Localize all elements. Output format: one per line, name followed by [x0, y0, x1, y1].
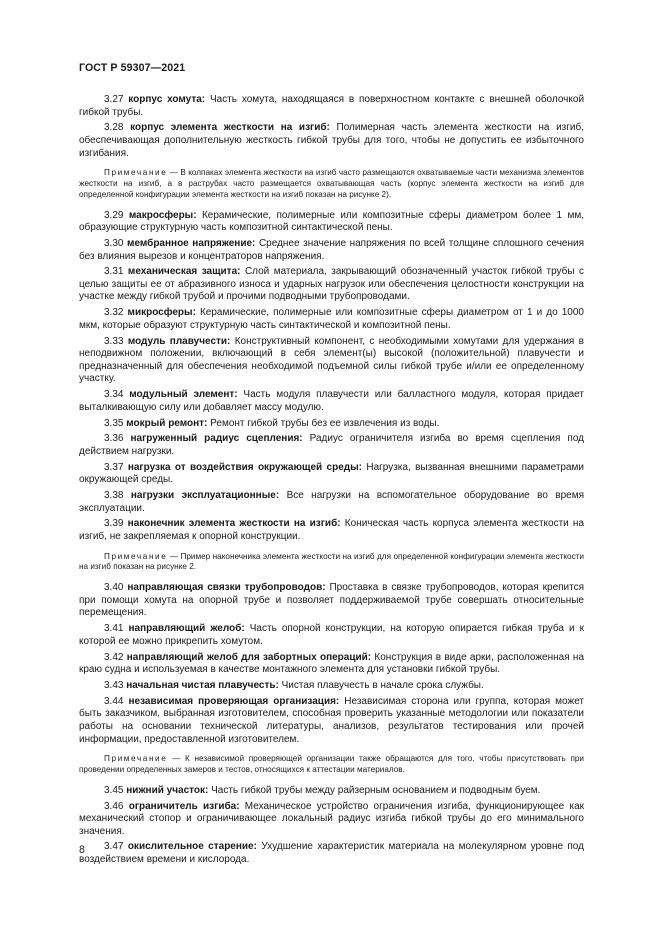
entry-3-41	[79, 623, 584, 648]
entry-term: макросферы:	[128, 209, 197, 221]
entry-number: 3.27	[104, 94, 124, 105]
entry-3-45	[79, 785, 584, 798]
entry-number: 3.33	[104, 335, 124, 347]
entry-number: 3.46	[104, 800, 124, 812]
note-label: Примечание	[104, 754, 168, 764]
entry-term: механическая защита:	[127, 266, 241, 278]
entry-number: 3.40	[104, 582, 124, 594]
entry-text: Керамические, полимерные или композитные сферы диаметром более 1 мм, образующие структурную часть композитной синтактической пены.	[79, 209, 585, 234]
entry-3-44	[79, 696, 584, 746]
entry-number: 3.39	[104, 518, 124, 530]
entry-number: 3.38	[104, 490, 124, 502]
note-2	[79, 552, 584, 574]
standard-header: ГОСТ Р 59307—2021	[79, 62, 186, 74]
note-3	[79, 754, 584, 776]
entry-term: корпус хомута:	[128, 94, 206, 105]
entry-3-43	[79, 680, 584, 693]
entry-term: нагрузка от воздействия окружающей среды:	[127, 461, 362, 473]
entry-number: 3.43	[104, 679, 124, 691]
entry-number: 3.45	[104, 784, 124, 796]
document-body	[79, 94, 584, 870]
note-1	[79, 168, 584, 200]
entry-term: нагруженный радиус сцепления:	[130, 433, 303, 445]
entry-number: 3.30	[104, 237, 124, 249]
entry-term: модульный элемент:	[129, 389, 238, 401]
entry-text: Часть модуля плавучести или балластного модуля, которая придает выталкивающую силу или добавляет массу модулю.	[79, 389, 584, 413]
entry-3-47	[79, 841, 584, 866]
entry-term: независимая проверяющая организация:	[128, 695, 340, 707]
note-text: — Пример наконечника элемента жесткости на изгиб для определенной конфигурации элемента жесткости на изгиб показан на рисунке 2.	[79, 551, 584, 572]
entry-text: Среднее значение напряжения по всей толщине сплошного сечения без влияния вырезов и концентраторов напряжения.	[79, 237, 585, 262]
entry-3-40	[79, 582, 584, 620]
entry-3-33	[79, 336, 584, 386]
entry-3-30	[79, 238, 584, 263]
entry-3-46	[79, 801, 584, 839]
entry-text: Проставка в связке трубопроводов, которая крепится при помощи хомута на опорной трубе и позволяет поддерживаемой трубе совершать относительные перемещения.	[79, 582, 585, 619]
entry-text: Конструктивный компонент, с необходимыми хомутами для удержания в неподвижном положении, включающий в себя элемент(ы) высокой (положительной) плавучести и предназначенный для обеспечения необходимой подъемной силы гибкой трубе и/или ее определенному участку.	[79, 335, 584, 385]
entry-text: Конструкция в виде арки, расположенная на краю судна и используемая в качестве монтажного элемента для установки гибкой трубы.	[79, 651, 585, 676]
entry-term: направляющий желоб:	[128, 623, 245, 635]
entry-term: микросферы:	[127, 307, 196, 319]
entry-3-29	[79, 210, 584, 235]
entry-term: нижний участок:	[126, 784, 209, 796]
entry-text: Независимая сторона или группа, которая может быть заказчиком, выбранная изготовителем, способная проверить указанные методологии или показатели работы на основании технической литературы, анализов, результатов тестирования или прочей информации, предоставленной изготовителем.	[79, 695, 585, 745]
entry-3-27	[79, 94, 584, 119]
note-text: — К независимой проверяющей организации также обращаются для того, чтобы присутствовать при проведении определенных замеров и тестов, относящихся к аттестации материалов.	[79, 754, 585, 774]
entry-text: Слой материала, закрывающий обозначенный участок гибкой трубы с целью защиты ее от абразивного износа и ударных нагрузок или обеспечения целостности конструкции на участке между гибкой трубой и прочими подводными трубопроводами.	[79, 266, 585, 303]
entry-text: Нагрузка, вызванная внешними параметрами окружающей среды.	[79, 461, 585, 486]
entry-3-35	[79, 418, 584, 431]
entry-term: модуль плавучести:	[127, 335, 231, 347]
entry-text: Керамические, полимерные или композитные сферы диаметром от 1 и до 1000 мкм, которые образуют структурную часть синтактической и композитной пены.	[79, 307, 584, 331]
entry-term: окислительное старение:	[127, 841, 257, 853]
entry-term: корпус элемента жесткости на изгиб:	[130, 122, 330, 134]
entry-term: наконечник элемента жесткости на изгиб:	[127, 518, 341, 530]
entry-term: нагрузки эксплуатационные:	[130, 490, 280, 502]
entry-number: 3.41	[104, 623, 124, 635]
entry-number: 3.37	[104, 461, 124, 473]
entry-number: 3.42	[104, 651, 124, 663]
entry-number: 3.44	[104, 695, 124, 707]
entry-term: направляющий желоб для забортных операций:	[126, 651, 372, 663]
entry-3-39	[79, 518, 584, 543]
entry-text: Все нагрузки на вспомогательное оборудование во время эксплуатации.	[79, 490, 585, 514]
page-number: 8	[79, 844, 85, 856]
entry-3-37	[79, 462, 584, 487]
entry-3-32	[79, 307, 584, 332]
entry-number: 3.29	[104, 209, 124, 221]
entry-number: 3.28	[104, 122, 124, 134]
entry-text: Часть опорной конструкции, на которую опирается гибкая труба и к которой ее можно прикрепить хомутом.	[79, 623, 585, 647]
entry-text: Полимерная часть элемента жесткости на изгиб, обеспечивающая дополнительную жесткость гибкой трубы для того, чтобы не допустить ее избыточного изгибания.	[79, 122, 584, 159]
entry-number: 3.31	[104, 266, 124, 278]
entry-3-34	[79, 389, 584, 414]
entry-text: Ремонт гибкой трубы без ее извлечения из воды.	[210, 417, 440, 429]
entry-text: Часть хомута, находящаяся в поверхностном контакте с внешней оболочкой гибкой трубы.	[79, 94, 585, 118]
entry-text: Часть гибкой трубы между райзерным основанием и подводным буем.	[211, 784, 541, 796]
entry-text: Радиус ограничителя изгиба во время сцепления под действием нагрузки.	[79, 433, 585, 457]
entry-term: ограничитель изгиба:	[128, 800, 240, 812]
entry-number: 3.36	[104, 433, 124, 445]
entry-term: начальная чистая плавучесть:	[126, 679, 279, 691]
entry-3-42	[79, 652, 584, 677]
entry-term: мокрый ремонт:	[126, 417, 208, 429]
entry-number: 3.35	[104, 417, 124, 429]
note-text: — В колпаках элемента жесткости на изгиб часто размещаются охватываемые части механизма элементов жесткости на изгиб, а в раструбах часто размещается охватывающая часть (корпус элемента жесткости на изгиб для определенной конфигурации элемента жесткости на изгиб показан на рисунке 2).	[79, 168, 585, 199]
entry-3-36	[79, 433, 584, 458]
entry-number: 3.34	[104, 389, 124, 401]
entry-text: Ухудшение характеристик материала на молекулярном уровне под воздействием времени и кислорода.	[79, 841, 584, 866]
entry-number: 3.32	[104, 307, 124, 319]
entry-3-28	[79, 122, 584, 160]
note-label: Примечание	[104, 168, 168, 178]
entry-3-31	[79, 266, 584, 304]
entry-text: Механическое устройство ограничения изгиба, функционирующее как механический стопор и ограничивающее локальный радиус изгиба гибкой трубы до его минимального значения.	[79, 800, 585, 837]
note-label: Примечание	[104, 551, 168, 561]
entry-text: Чистая плавучесть в начале срока службы.	[281, 679, 484, 691]
entry-term: направляющая связки трубопроводов:	[127, 582, 326, 594]
entry-number: 3.47	[104, 841, 124, 853]
entry-text: Коническая часть корпуса элемента жесткости на изгиб, не закрепляемая к опорной конструкции.	[79, 518, 585, 543]
entry-term: мембранное напряжение:	[127, 237, 256, 249]
entry-3-38	[79, 490, 584, 515]
